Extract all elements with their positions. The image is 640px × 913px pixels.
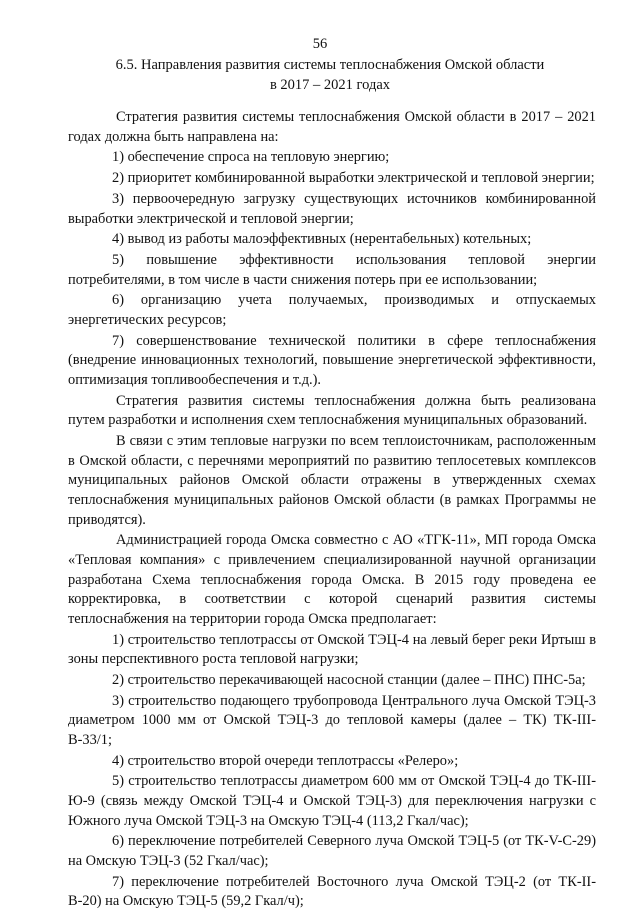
scenario-item-7: 7) переключение потребителей Восточного луча Омской ТЭЦ-2 (от ТК-II-В-20) на Омскую ТЭЦ-5 (59,2 Гкал/ч); bbox=[68, 873, 596, 910]
list-item-4: 4) вывод из работы малоэффективных (нерентабельных) котельных; bbox=[112, 231, 532, 248]
paragraph-omsk-scheme: Администрацией города Омска совместно с АО «ТГК-11», МП города Омска «Тепловая компания» с привлечением специализированной научной организации разработана Схема теплоснабжения города Омска. В 2015 году проведена ее корректировка, в соответствии с которой сценарий развития системы теплоснабжения на территории города Омска предполагает: bbox=[68, 532, 596, 627]
paragraph-strategy: Стратегия развития системы теплоснабжения должна быть реализована путем разработки и исполнения схем теплоснабжения муниципальных образований. bbox=[68, 392, 596, 429]
scenario-item-5: 5) строительство теплотрассы диаметром 600 мм от Омской ТЭЦ-4 до ТК-III-Ю-9 (связь между Омской ТЭЦ-4 и Омской ТЭЦ-3) для переключения нагрузки с Южного луча Омской ТЭЦ-3 на Омскую ТЭЦ-4 (113,2 Гкал/час); bbox=[68, 773, 596, 829]
scenario-item-2: 2) строительство перекачивающей насосной станции (далее – ПНС) ПНС-5а; bbox=[112, 671, 586, 688]
paragraph-heat-loads: В связи с этим тепловые нагрузки по всем теплоисточникам, расположенным в Омской области, с перечнями мероприятий по развитию теплосетевых комплексов муниципальных районов Омской области отражены в утвержденных схемах теплоснабжения муниципальных районов Омской области (в рамках Программы не приводятся). bbox=[68, 433, 596, 528]
list-item-6: 6) организацию учета получаемых, производимых и отпускаемых энергетических ресурсов; bbox=[68, 292, 596, 329]
section-heading bbox=[60, 55, 600, 95]
section-heading-line-1: 6.5. Направления развития системы теплоснабжения Омской области bbox=[115, 57, 545, 73]
paragraph-intro: Стратегия развития системы теплоснабжения Омской области в 2017 – 2021 годах должна быть направлена на: bbox=[68, 109, 596, 145]
list-item-1: 1) обеспечение спроса на тепловую энергию; bbox=[112, 149, 390, 166]
scenario-item-6: 6) переключение потребителей Северного луча Омской ТЭЦ-5 (от ТК-V-С-29) на Омскую ТЭЦ-3 (52 Гкал/час); bbox=[68, 833, 596, 869]
scenario-item-1: 1) строительство теплотрассы от Омской ТЭЦ-4 на левый берег реки Иртыш в зоны перспективного роста тепловой нагрузки; bbox=[68, 631, 596, 668]
scenario-item-4: 4) строительство второй очереди теплотрассы «Релеро»; bbox=[112, 752, 459, 769]
page-number: 56 bbox=[312, 36, 328, 52]
list-item-2: 2) приоритет комбинированной выработки электрической и тепловой энергии; bbox=[112, 170, 595, 187]
list-item-7: 7) совершенствование технической политики в сфере теплоснабжения (внедрение инновационных технологий, повышение энергетической эффективности, оптимизация топливообеспечения и т.д.). bbox=[68, 332, 596, 389]
body-text bbox=[68, 108, 596, 913]
list-item-5: 5) повышение эффективности использования тепловой энергии потребителями, в том числе в части снижения потерь при ее использовании; bbox=[68, 252, 596, 288]
list-item-3: 3) первоочередную загрузку существующих источников комбинированной выработки электрической и тепловой энергии; bbox=[68, 190, 596, 227]
scenario-item-3: 3) строительство подающего трубопровода Центрального луча Омской ТЭЦ-3 диаметром 1000 мм от Омской ТЭЦ-3 до тепловой камеры (далее – ТК) ТК-III-В-33/1; bbox=[68, 692, 596, 748]
section-heading-line-2: в 2017 – 2021 годах bbox=[269, 77, 391, 93]
